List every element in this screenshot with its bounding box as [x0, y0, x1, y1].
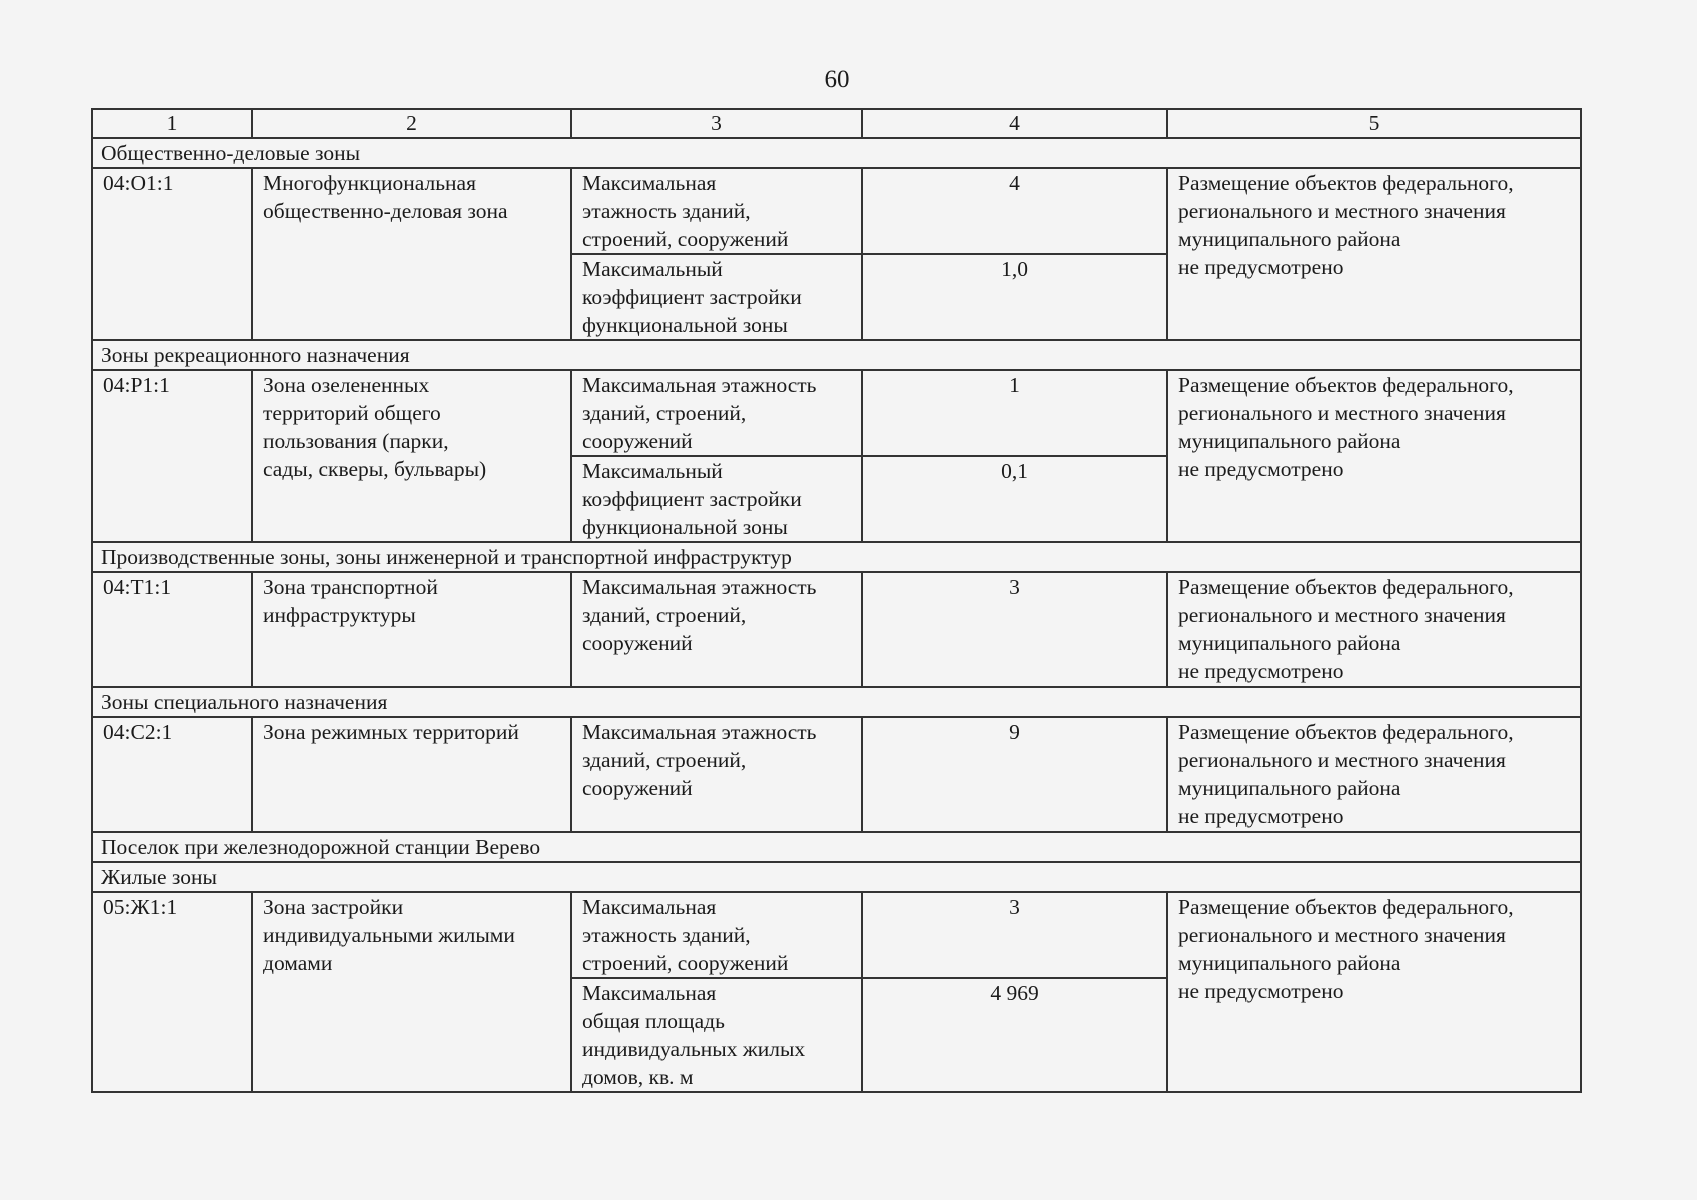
- zone-code: 04:Р1:1: [92, 370, 252, 542]
- header-cell: 5: [1167, 109, 1581, 138]
- section-row: [92, 340, 1581, 370]
- zone-note: Размещение объектов федерального, регионального и местного значения муниципального района не предусмотрено: [1167, 168, 1581, 340]
- section-title: Общественно-деловые зоны: [92, 138, 1581, 168]
- section-title: Зоны рекреационного назначения: [92, 340, 1581, 370]
- parameter-name: Максимальная общая площадь индивидуальных жилых домов, кв. м: [571, 978, 862, 1092]
- parameter-value: 4 969: [862, 978, 1167, 1092]
- zone-name: Многофункциональная общественно-деловая зона: [252, 168, 571, 340]
- parameter-name: Максимальная этажность зданий, строений, сооружений: [571, 892, 862, 978]
- zone-code: 04:С2:1: [92, 717, 252, 832]
- parameter-name: Максимальная этажность зданий, строений, сооружений: [571, 717, 862, 832]
- parameter-name: Максимальный коэффициент застройки функциональной зоны: [571, 254, 862, 340]
- parameter-name: Максимальная этажность зданий, строений, сооружений: [571, 370, 862, 456]
- page-number: 60: [824, 66, 850, 93]
- parameter-name: Максимальная этажность зданий, строений, сооружений: [571, 572, 862, 687]
- zone-note: Размещение объектов федерального, регионального и местного значения муниципального района не предусмотрено: [1167, 717, 1581, 832]
- table-row: [92, 892, 1581, 978]
- section-row: [92, 138, 1581, 168]
- table-row: [92, 168, 1581, 254]
- table-header-row: [92, 109, 1581, 138]
- zone-note: Размещение объектов федерального, регионального и местного значения муниципального района не предусмотрено: [1167, 370, 1581, 542]
- parameter-value: 3: [862, 572, 1167, 687]
- table-row: [92, 717, 1581, 832]
- zone-name: Зона застройки индивидуальными жилыми домами: [252, 892, 571, 1092]
- parameter-value: 3: [862, 892, 1167, 978]
- section-title: Поселок при железнодорожной станции Верево: [92, 832, 1581, 862]
- zone-note: Размещение объектов федерального, регионального и местного значения муниципального района не предусмотрено: [1167, 572, 1581, 687]
- parameter-value: 9: [862, 717, 1167, 832]
- zone-code: 04:Т1:1: [92, 572, 252, 687]
- section-row: [92, 687, 1581, 717]
- header-cell: 1: [92, 109, 252, 138]
- zones-table: [91, 108, 1582, 1093]
- parameter-value: 0,1: [862, 456, 1167, 542]
- parameter-name: Максимальный коэффициент застройки функциональной зоны: [571, 456, 862, 542]
- table-row: [92, 370, 1581, 456]
- parameter-value: 1,0: [862, 254, 1167, 340]
- zone-name: Зона озелененных территорий общего пользования (парки, сады, скверы, бульвары): [252, 370, 571, 542]
- table-row: [92, 572, 1581, 687]
- parameter-value: 1: [862, 370, 1167, 456]
- section-row: [92, 832, 1581, 862]
- zone-code: 05:Ж1:1: [92, 892, 252, 1092]
- section-title: Жилые зоны: [92, 862, 1581, 892]
- zone-name: Зона транспортной инфраструктуры: [252, 572, 571, 687]
- zone-code: 04:О1:1: [92, 168, 252, 340]
- section-title: Зоны специального назначения: [92, 687, 1581, 717]
- header-cell: 4: [862, 109, 1167, 138]
- section-title: Производственные зоны, зоны инженерной и транспортной инфраструктур: [92, 542, 1581, 572]
- section-row: [92, 862, 1581, 892]
- zone-note: Размещение объектов федерального, регионального и местного значения муниципального района не предусмотрено: [1167, 892, 1581, 1092]
- section-row: [92, 542, 1581, 572]
- header-cell: 2: [252, 109, 571, 138]
- parameter-name: Максимальная этажность зданий, строений, сооружений: [571, 168, 862, 254]
- parameter-value: 4: [862, 168, 1167, 254]
- header-cell: 3: [571, 109, 862, 138]
- zone-name: Зона режимных территорий: [252, 717, 571, 832]
